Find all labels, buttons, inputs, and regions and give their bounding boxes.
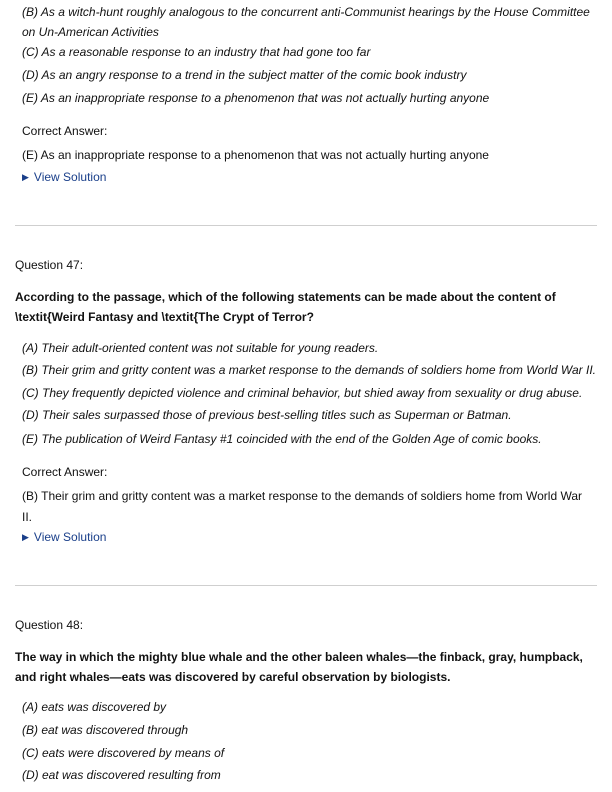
play-triangle-icon: ▶	[22, 532, 29, 542]
prev-correct-answer: (E) As an inappropriate response to a phenomenon that was not actually hurting anyone	[22, 148, 489, 162]
prev-option-c: (C) As a reasonable response to an industry that had gone too far	[22, 45, 371, 59]
q47-correct-answer: (B) Their grim and gritty content was a market response to the demands of soldiers home from World War II.	[22, 489, 583, 524]
q47-correct-label: Correct Answer:	[22, 465, 108, 479]
prev-option-b: (B) As a witch-hunt roughly analogous to the concurrent anti-Communist hearings by the House Committee on Un-American Activities	[22, 5, 590, 39]
play-triangle-icon: ▶	[22, 172, 29, 182]
q47-option-c[interactable]: (C) They frequently depicted violence and criminal behavior, but shied away from sexuality or drug abuse.	[22, 386, 583, 400]
view-solution-label: View Solution	[33, 170, 107, 184]
prev-option-e: (E) As an inappropriate response to a phenomenon that was not actually hurting anyone	[22, 91, 490, 105]
divider	[15, 585, 597, 586]
prev-correct-label: Correct Answer:	[22, 124, 108, 138]
question-47-title: Question 47:	[15, 258, 84, 272]
question-48-title: Question 48:	[15, 618, 84, 632]
view-solution-label: View Solution	[33, 530, 107, 544]
q47-view-solution-button[interactable]	[22, 530, 106, 544]
q47-option-a[interactable]: (A) Their adult-oriented content was not suitable for young readers.	[22, 341, 379, 355]
q47-option-d[interactable]: (D) Their sales surpassed those of previous best-selling titles such as Superman or Batman.	[22, 408, 512, 422]
q47-option-e[interactable]: (E) The publication of Weird Fantasy #1 coincided with the end of the Golden Age of comic books.	[22, 432, 542, 446]
q48-option-d[interactable]: (D) eat was discovered resulting from	[22, 768, 221, 782]
q48-option-a[interactable]: (A) eats was discovered by	[22, 700, 167, 714]
prev-option-d: (D) As an angry response to a trend in the subject matter of the comic book industry	[22, 68, 467, 82]
q47-option-b[interactable]: (B) Their grim and gritty content was a market response to the demands of soldiers home from World War II.	[22, 363, 597, 377]
question-47-stem: According to the passage, which of the following statements can be made about the content of \textit{Weird Fantasy and \textit{The Crypt of Terror?	[15, 290, 556, 324]
question-48-stem: The way in which the mighty blue whale and the other baleen whales—the finback, gray, humpback, and right whales—eats was discovered by careful observation by biologists.	[15, 650, 583, 684]
q48-option-b[interactable]: (B) eat was discovered through	[22, 723, 189, 737]
divider	[15, 225, 597, 226]
prev-view-solution-button[interactable]	[22, 170, 106, 184]
q48-option-c[interactable]: (C) eats were discovered by means of	[22, 746, 225, 760]
